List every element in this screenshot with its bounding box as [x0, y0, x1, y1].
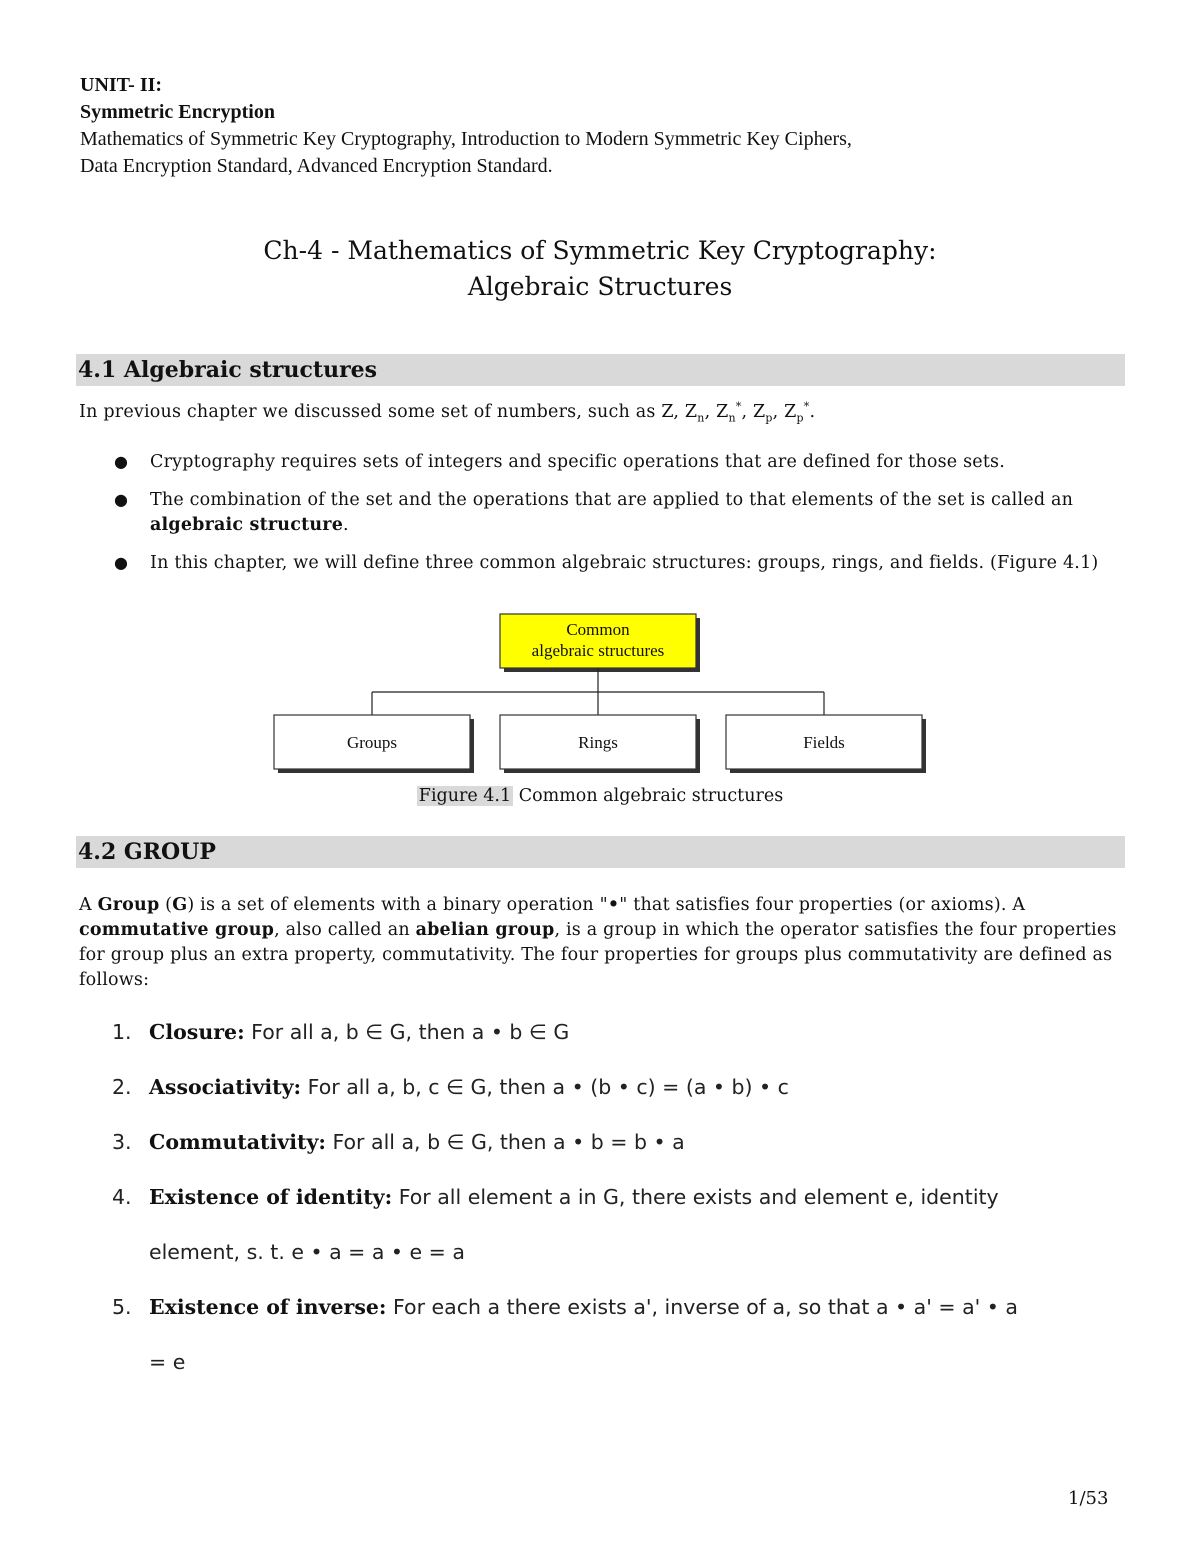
bullet-icon: ●: [114, 452, 129, 471]
section-heading-4-1-text: 4.1 Algebraic structures: [78, 357, 378, 383]
list-item: 2. Associativity: For all a, b, c ∈ G, then a • (b • c) = (a • b) • c: [112, 1075, 789, 1099]
algebraic-structures-diagram: [270, 612, 930, 777]
list-item: 5. Existence of inverse: For each a there exists a', inverse of a, so that a • a' = a' • a = e: [112, 1295, 1018, 1374]
unit-label: UNIT- II:: [80, 74, 163, 96]
root-box-label-2: algebraic structures: [531, 641, 665, 660]
list-item: 4. Existence of identity: For all element a in G, there exists and element e, identity element, s. t. e • a = a • e = a: [112, 1185, 999, 1264]
section-heading-4-1: [76, 354, 1125, 386]
list-item: ● In this chapter, we will define three common algebraic structures: groups, rings, and fields. (Figure 4.1): [108, 551, 1125, 576]
page-number: 1/53: [1068, 1488, 1109, 1509]
group-properties-list: [112, 1005, 1112, 1390]
unit-contents-line-1: Mathematics of Symmetric Key Cryptography, Introduction to Modern Symmetric Key Ciphers,: [80, 128, 852, 150]
unit-contents-line-2: Data Encryption Standard, Advanced Encryption Standard.: [80, 155, 553, 177]
unit-topic: Symmetric Encryption: [80, 101, 275, 123]
chapter-title-line-1: Ch-4 - Mathematics of Symmetric Key Cryptography:: [263, 236, 937, 265]
fields-box-label: Fields: [803, 733, 845, 752]
section-heading-4-2-text: 4.2 GROUP: [78, 839, 216, 865]
bullet-icon: ●: [114, 490, 129, 509]
list-item: 1. Closure: For all a, b ∈ G, then a • b ∈ G: [112, 1020, 570, 1044]
figure-caption-label: Figure 4.1: [418, 786, 512, 806]
root-box-label-1: Common: [566, 620, 630, 639]
list-item: ● Cryptography requires sets of integers and specific operations that are defined for those sets.: [108, 450, 1125, 475]
bullet-icon: ●: [114, 553, 129, 572]
chapter-title-line-2: Algebraic Structures: [467, 272, 733, 301]
section-4-1-intro: In previous chapter we discussed some set of numbers, such as Z, $Z_n$, $Z_n^*$, $Z_p$, $Z_p^*$.: [79, 400, 816, 425]
groups-box-label: Groups: [346, 733, 398, 752]
figure-caption: [0, 786, 1200, 806]
group-definition-paragraph: A Group (G) is a set of elements with a binary operation "•" that satisfies four properties (or axioms). A commutative group, also called an abelian group, is a group in which the operator satisfies the four properties for group plus an extra property, commutativity. The four properties for groups plus commutativity are defined as follows:: [79, 895, 1117, 990]
section-heading-4-2: [76, 836, 1125, 868]
figure-caption-text: Common algebraic structures: [513, 786, 784, 806]
list-item: ● The combination of the set and the operations that are applied to that elements of the set is called an algebraic structure.: [108, 488, 1125, 538]
unit-header: [80, 72, 1130, 180]
section-4-1-bullet-list: [108, 450, 1125, 589]
rings-box-label: Rings: [578, 733, 618, 752]
list-item: 3. Commutativity: For all a, b ∈ G, then a • b = b • a: [112, 1130, 685, 1154]
